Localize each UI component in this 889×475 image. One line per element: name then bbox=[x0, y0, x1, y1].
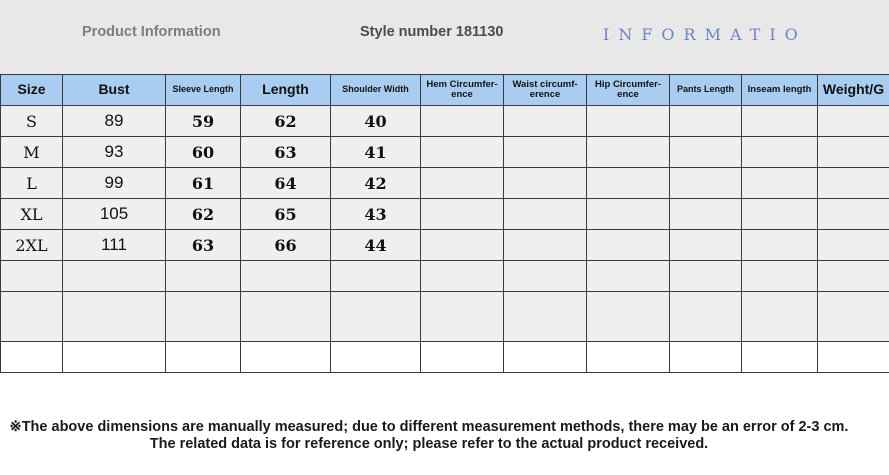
weight-cell bbox=[818, 137, 889, 168]
table-row bbox=[1, 199, 889, 230]
length-cell: 63 bbox=[241, 137, 331, 168]
col-header-length: Length bbox=[241, 75, 331, 106]
bust-cell: 111 bbox=[63, 230, 166, 261]
col-header-weight: Weight/G bbox=[818, 75, 889, 106]
shoulder-width-cell: 40 bbox=[331, 106, 421, 137]
note-line-1: ※The above dimensions are manually measured; due to different measurement methods, there may be an error of 2-3 cm. bbox=[9, 419, 849, 435]
col-header-pants-length: Pants Length bbox=[670, 75, 742, 106]
header-bar bbox=[0, 0, 889, 74]
hem-cell bbox=[421, 230, 504, 261]
hem-cell bbox=[421, 199, 504, 230]
pants-length-cell bbox=[670, 230, 742, 261]
waist-cell bbox=[504, 137, 587, 168]
hip-cell bbox=[587, 106, 670, 137]
shoulder-width-cell: 43 bbox=[331, 199, 421, 230]
measurement-note bbox=[0, 419, 858, 453]
size-cell: 2XL bbox=[1, 230, 63, 261]
waist-cell bbox=[504, 230, 587, 261]
hem-cell bbox=[421, 137, 504, 168]
weight-cell bbox=[818, 106, 889, 137]
inseam-cell bbox=[742, 230, 818, 261]
sleeve-length-cell: 59 bbox=[166, 106, 241, 137]
inseam-cell bbox=[742, 137, 818, 168]
bust-cell: 89 bbox=[63, 106, 166, 137]
col-header-size: Size bbox=[1, 75, 63, 106]
empty-row bbox=[1, 292, 889, 342]
weight-cell bbox=[818, 168, 889, 199]
length-cell: 62 bbox=[241, 106, 331, 137]
sleeve-length-cell: 60 bbox=[166, 137, 241, 168]
pants-length-cell bbox=[670, 168, 742, 199]
col-header-inseam-length: Inseam length bbox=[742, 75, 818, 106]
product-information-label: Product Information bbox=[82, 24, 221, 40]
hip-cell bbox=[587, 199, 670, 230]
hem-cell bbox=[421, 168, 504, 199]
size-cell: XL bbox=[1, 199, 63, 230]
col-header-bust: Bust bbox=[63, 75, 166, 106]
bust-cell: 105 bbox=[63, 199, 166, 230]
col-header-shoulder-width: Shoulder Width bbox=[331, 75, 421, 106]
length-cell: 66 bbox=[241, 230, 331, 261]
waist-cell bbox=[504, 168, 587, 199]
weight-cell bbox=[818, 199, 889, 230]
waist-cell bbox=[504, 106, 587, 137]
hip-cell bbox=[587, 168, 670, 199]
table-row bbox=[1, 230, 889, 261]
table-header-row bbox=[1, 75, 889, 106]
empty-row bbox=[1, 261, 889, 292]
inseam-cell bbox=[742, 168, 818, 199]
length-cell: 64 bbox=[241, 168, 331, 199]
table-row bbox=[1, 106, 889, 137]
style-number-label: Style number 181130 bbox=[360, 24, 504, 40]
pants-length-cell bbox=[670, 199, 742, 230]
col-header-hip-circumference: Hip Circumfer-ence bbox=[587, 75, 670, 106]
waist-cell bbox=[504, 199, 587, 230]
col-header-waist-circumference: Waist circumf-erence bbox=[504, 75, 587, 106]
table-row bbox=[1, 168, 889, 199]
shoulder-width-cell: 41 bbox=[331, 137, 421, 168]
inseam-cell bbox=[742, 199, 818, 230]
hip-cell bbox=[587, 137, 670, 168]
weight-cell bbox=[818, 230, 889, 261]
length-cell: 65 bbox=[241, 199, 331, 230]
shoulder-width-cell: 44 bbox=[331, 230, 421, 261]
size-cell: M bbox=[1, 137, 63, 168]
col-header-hem-circumference: Hem Circumfer-ence bbox=[421, 75, 504, 106]
hip-cell bbox=[587, 230, 670, 261]
note-line-2: The related data is for reference only; please refer to the actual product received. bbox=[149, 436, 709, 452]
size-chart-table bbox=[0, 74, 889, 373]
table-row bbox=[1, 137, 889, 168]
sleeve-length-cell: 63 bbox=[166, 230, 241, 261]
size-cell: S bbox=[1, 106, 63, 137]
col-header-sleeve-length: Sleeve Length bbox=[166, 75, 241, 106]
bust-cell: 93 bbox=[63, 137, 166, 168]
pants-length-cell bbox=[670, 137, 742, 168]
pants-length-cell bbox=[670, 106, 742, 137]
sleeve-length-cell: 62 bbox=[166, 199, 241, 230]
sleeve-length-cell: 61 bbox=[166, 168, 241, 199]
inseam-cell bbox=[742, 106, 818, 137]
empty-row bbox=[1, 342, 889, 373]
information-heading: INFORMATIO bbox=[603, 25, 807, 44]
bust-cell: 99 bbox=[63, 168, 166, 199]
size-cell: L bbox=[1, 168, 63, 199]
shoulder-width-cell: 42 bbox=[331, 168, 421, 199]
hem-cell bbox=[421, 106, 504, 137]
